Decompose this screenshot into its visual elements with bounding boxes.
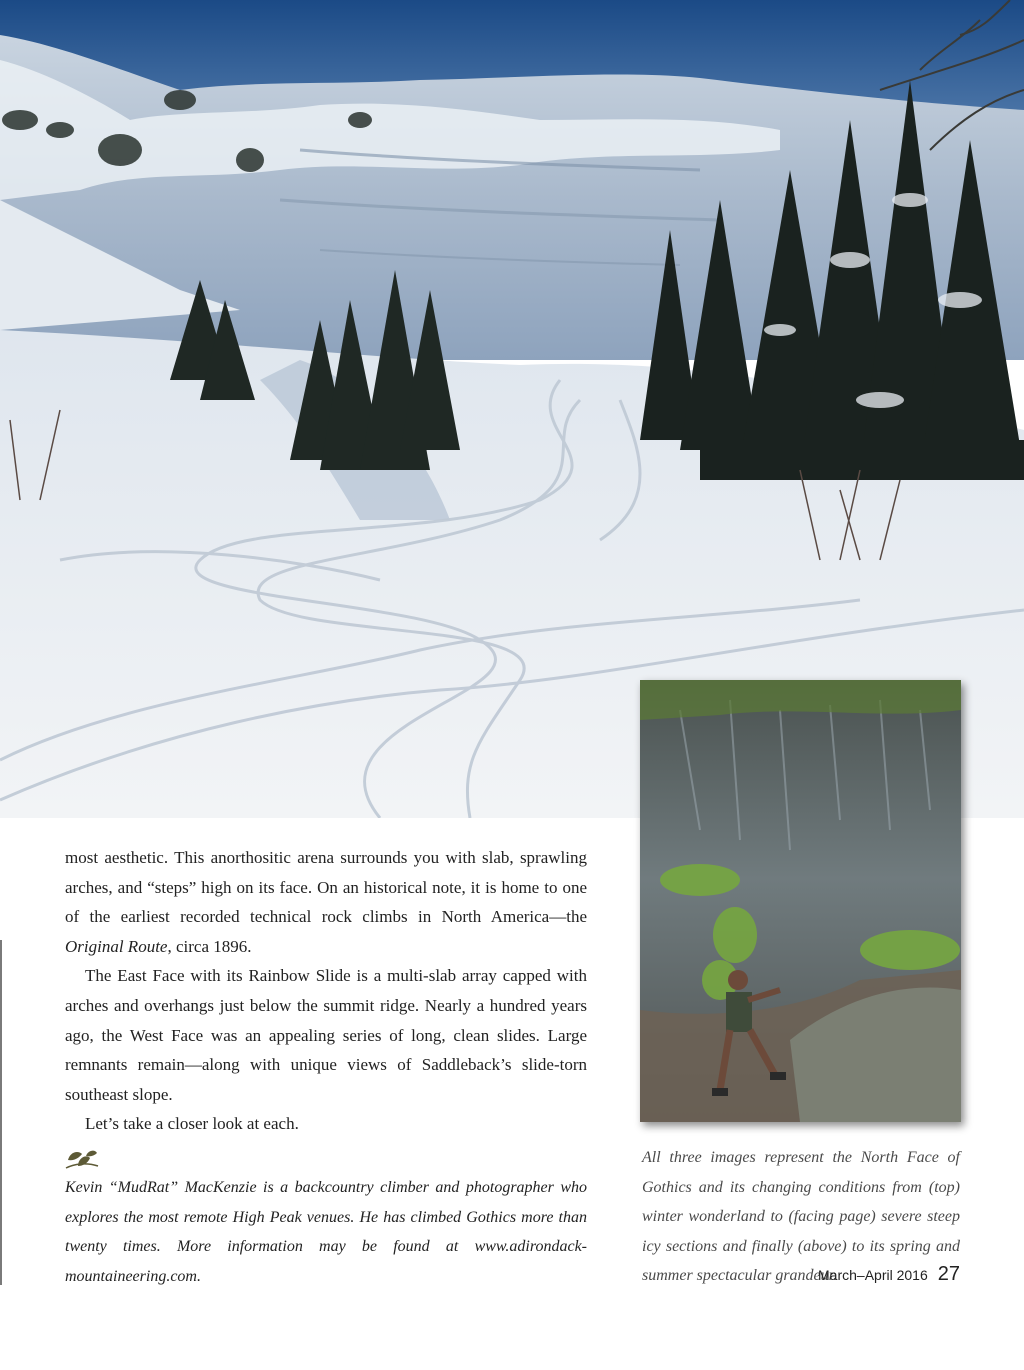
body-paragraph-3: Let’s take a closer look at each. [85,1114,299,1134]
page-footer [818,1263,960,1286]
margin-rule [0,940,2,1285]
body-paragraph-2: The East Face with its Rainbow Slide is a multi-slab array capped with arches and overhangs just below the summit ridge. Nearly a hundred years ago, the West Face was an appealing series of long, clean slides. Large remnants remain—along with unique views of Saddleback’s slide-torn southeast slope. [65,966,587,1104]
issue-date: March–April 2016 [818,1267,928,1283]
inset-rock-photo [640,680,961,1122]
author-bio: Kevin “MudRat” MacKenzie is a backcountry climber and photographer who explores the most remote High Peak venues. He has climbed Gothics more than twenty times. More information may be found at www.adirondack-mountaineering.com. [65,1179,587,1285]
body-paragraph-1: most aesthetic. This anorthositic arena surrounds you with slab, sprawling arches, and “steps” high on its face. On an historical note, it is home to one of the earliest recorded technical rock climbs in North America—the Original Route, circa 1896. [65,848,587,956]
leaf-endmark-icon [64,1146,100,1172]
article-body [65,843,587,1139]
photo-caption: All three images represent the North Face of Gothics and its changing conditions from (top) winter wonderland to (facing page) severe steep icy sections and finally (above) to its spring and summer spectacular grandeur. [642,1149,960,1285]
page-number: 27 [937,1263,960,1285]
